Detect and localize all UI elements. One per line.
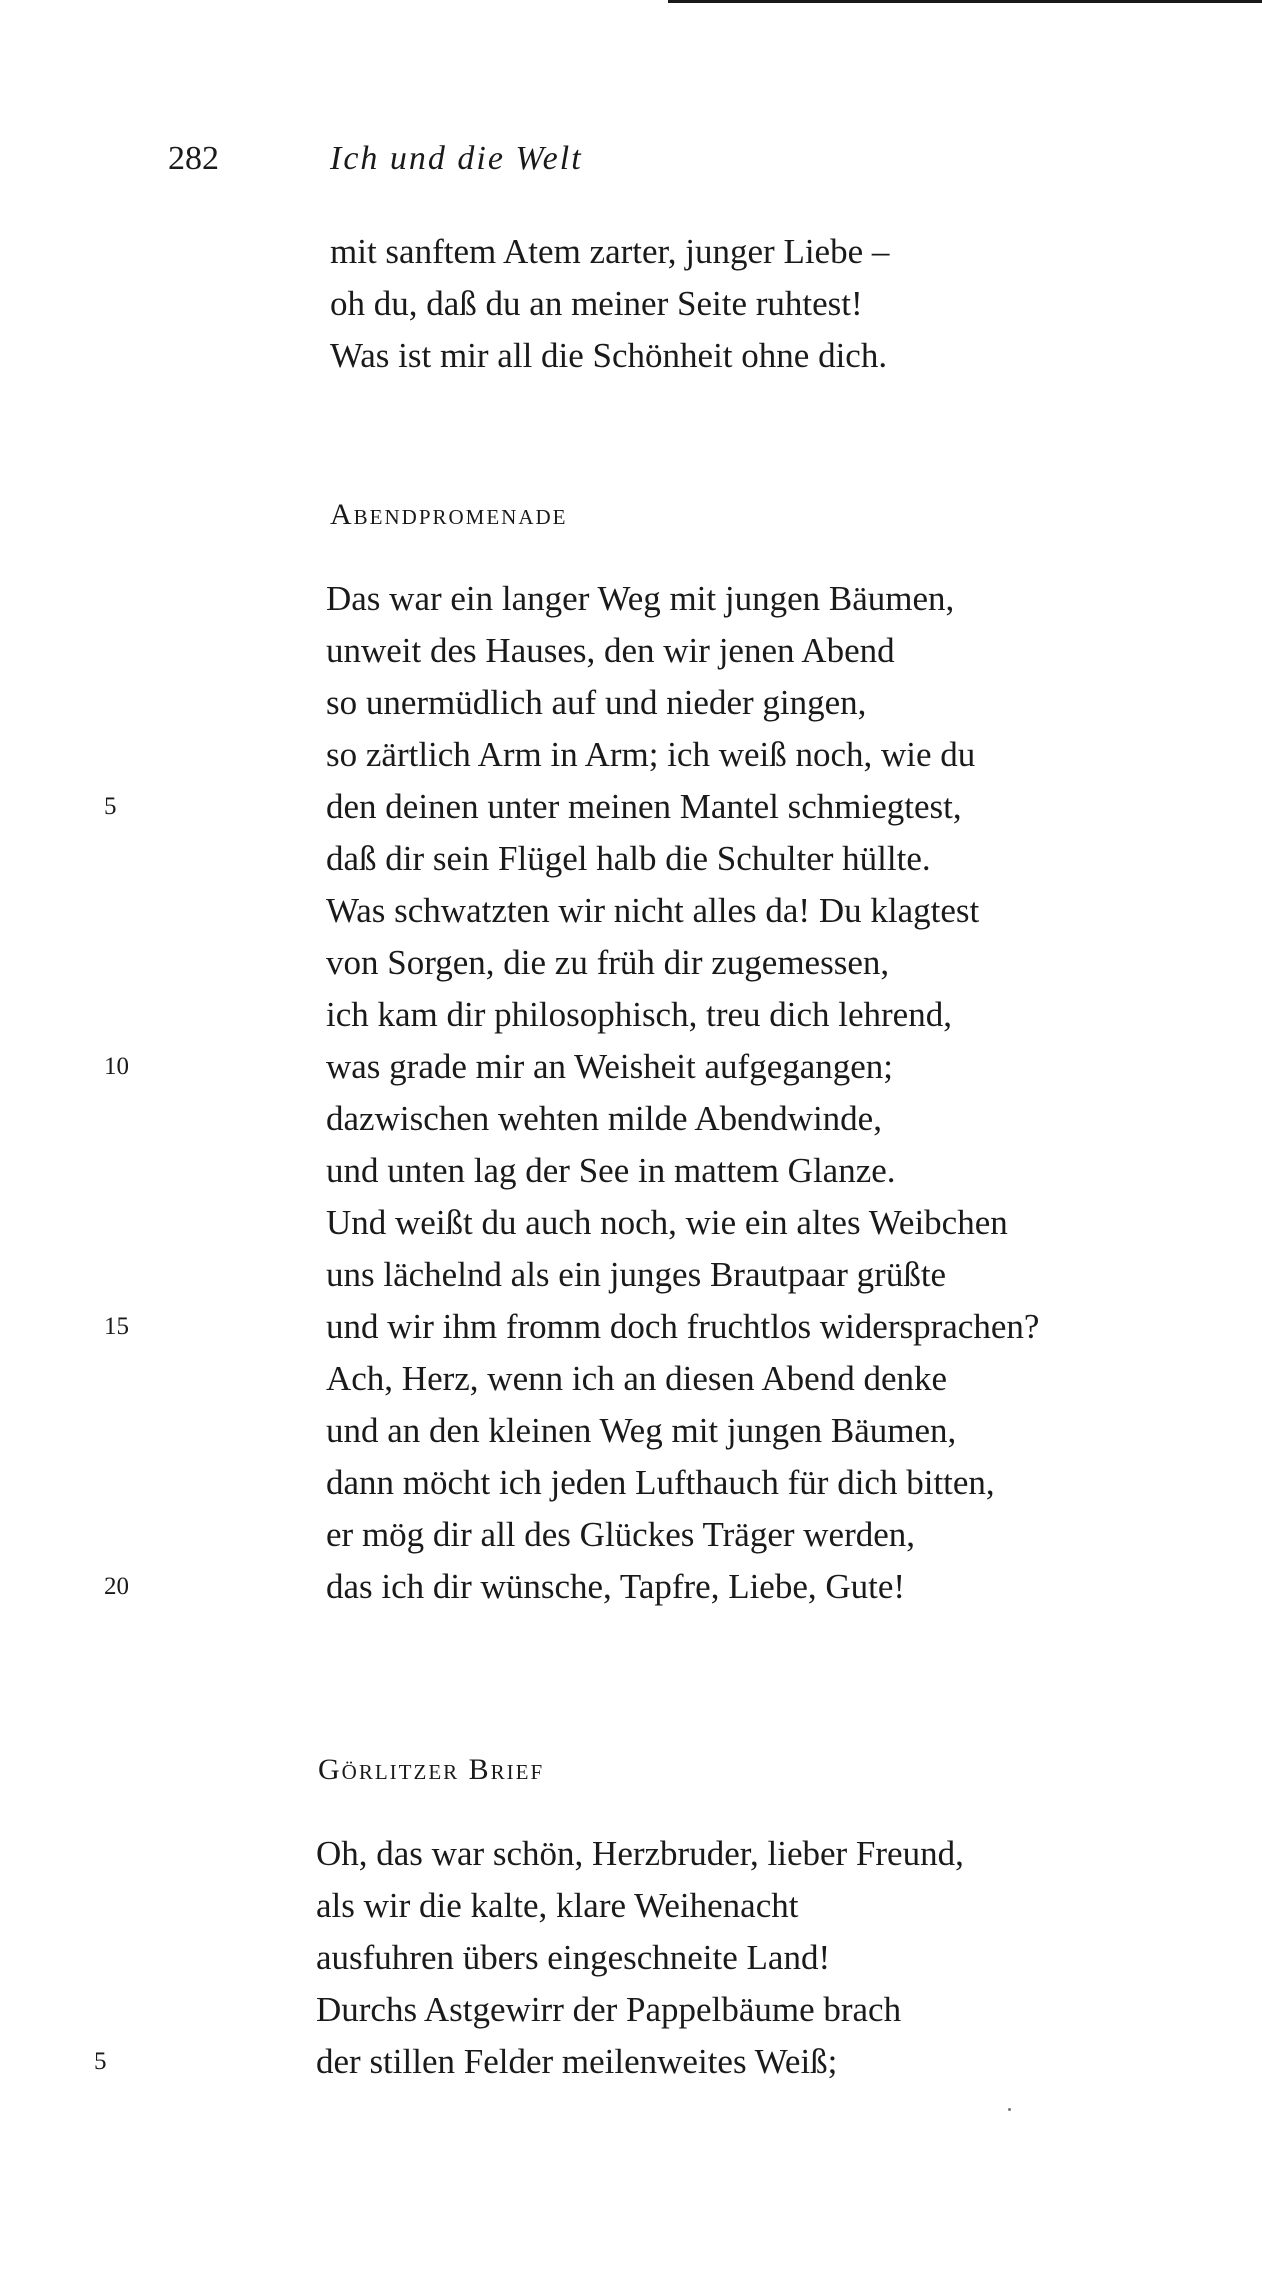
line-text: und unten lag der See in mattem Glanze. — [326, 1151, 896, 1190]
poem-line — [104, 1041, 1226, 1093]
line-text: der stillen Felder meilenweites Weiß; — [316, 2042, 838, 2081]
poem-line — [326, 729, 1226, 781]
line-text: unweit des Hauses, den wir jenen Abend — [326, 631, 895, 670]
line-text: Was schwatzten wir nicht alles da! Du klagtest — [326, 891, 980, 930]
poem-line: oh du, daß du an meiner Seite ruhtest! — [330, 284, 863, 323]
line-number: 15 — [104, 1313, 129, 1340]
poem-line — [104, 1561, 1226, 1613]
poem-line: mit sanftem Atem zarter, junger Liebe – — [330, 232, 890, 271]
poem-line — [104, 1301, 1226, 1353]
line-text: so zärtlich Arm in Arm; ich weiß noch, wie du — [326, 735, 976, 774]
poem-title-goerlitzer-brief: Görlitzer Brief — [318, 1753, 545, 1786]
line-text: Durchs Astgewirr der Pappelbäume brach — [316, 1990, 902, 2029]
line-text: ich kam dir philosophisch, treu dich lehrend, — [326, 995, 952, 1034]
poem-line — [326, 937, 1226, 989]
line-text: von Sorgen, die zu früh dir zugemessen, — [326, 943, 890, 982]
line-text: Ach, Herz, wenn ich an diesen Abend denke — [326, 1359, 948, 1398]
line-text: als wir die kalte, klare Weihenacht — [316, 1886, 799, 1925]
page-number: 282 — [168, 140, 219, 177]
page-header — [168, 140, 583, 178]
poem-body-goerlitzer-brief — [94, 1828, 1216, 2088]
line-text: und an den kleinen Weg mit jungen Bäumen, — [326, 1411, 957, 1450]
line-text: dann möcht ich jeden Lufthauch für dich bitten, — [326, 1463, 995, 1502]
line-text: Und weißt du auch noch, wie ein altes Weibchen — [326, 1203, 1008, 1242]
line-number: 5 — [94, 2048, 107, 2075]
line-text: und wir ihm fromm doch fruchtlos widersprachen? — [326, 1307, 1040, 1346]
line-number: 10 — [104, 1053, 129, 1080]
line-text: ausfuhren übers eingeschneite Land! — [316, 1938, 831, 1977]
line-text: Das war ein langer Weg mit jungen Bäumen, — [326, 579, 955, 618]
poem-body-abendpromenade — [104, 573, 1226, 1613]
poem-line — [316, 1828, 1216, 1880]
poem-line — [326, 833, 1226, 885]
line-number: 5 — [104, 793, 117, 820]
paper-speck — [1008, 2108, 1011, 2111]
poem-line — [326, 1093, 1226, 1145]
poem-line — [316, 1880, 1216, 1932]
continuation-stanza — [330, 226, 1230, 382]
poem-line — [326, 885, 1226, 937]
line-text: den deinen unter meinen Mantel schmiegtest, — [326, 787, 962, 826]
poem-line — [104, 781, 1226, 833]
poem-line — [326, 1353, 1226, 1405]
poem-line — [326, 1509, 1226, 1561]
poem-line — [316, 1932, 1216, 1984]
poem-line — [326, 677, 1226, 729]
line-text: das ich dir wünsche, Tapfre, Liebe, Gute! — [326, 1567, 906, 1606]
poem-line — [326, 573, 1226, 625]
poem-line — [326, 1197, 1226, 1249]
poem-line — [326, 1457, 1226, 1509]
poem-line — [326, 989, 1226, 1041]
poem-line — [326, 1145, 1226, 1197]
line-text: uns lächelnd als ein junges Brautpaar grüßte — [326, 1255, 947, 1294]
line-text: so unermüdlich auf und nieder gingen, — [326, 683, 867, 722]
poem-line — [326, 625, 1226, 677]
poem-line — [326, 1249, 1226, 1301]
line-text: daß dir sein Flügel halb die Schulter hüllte. — [326, 839, 931, 878]
poem-line — [316, 1984, 1216, 2036]
poem-title-abendpromenade: Abendpromenade — [330, 498, 568, 531]
line-text: er mög dir all des Glückes Träger werden, — [326, 1515, 916, 1554]
poem-line — [94, 2036, 1216, 2088]
poem-line — [326, 1405, 1226, 1457]
poem-line: Was ist mir all die Schönheit ohne dich. — [330, 336, 888, 375]
top-edge-rule — [668, 0, 1262, 3]
running-title: Ich und die Welt — [330, 140, 583, 177]
line-text: dazwischen wehten milde Abendwinde, — [326, 1099, 882, 1138]
line-text: was grade mir an Weisheit aufgegangen; — [326, 1047, 894, 1086]
line-text: Oh, das war schön, Herzbruder, lieber Freund, — [316, 1834, 964, 1873]
line-number: 20 — [104, 1573, 129, 1600]
